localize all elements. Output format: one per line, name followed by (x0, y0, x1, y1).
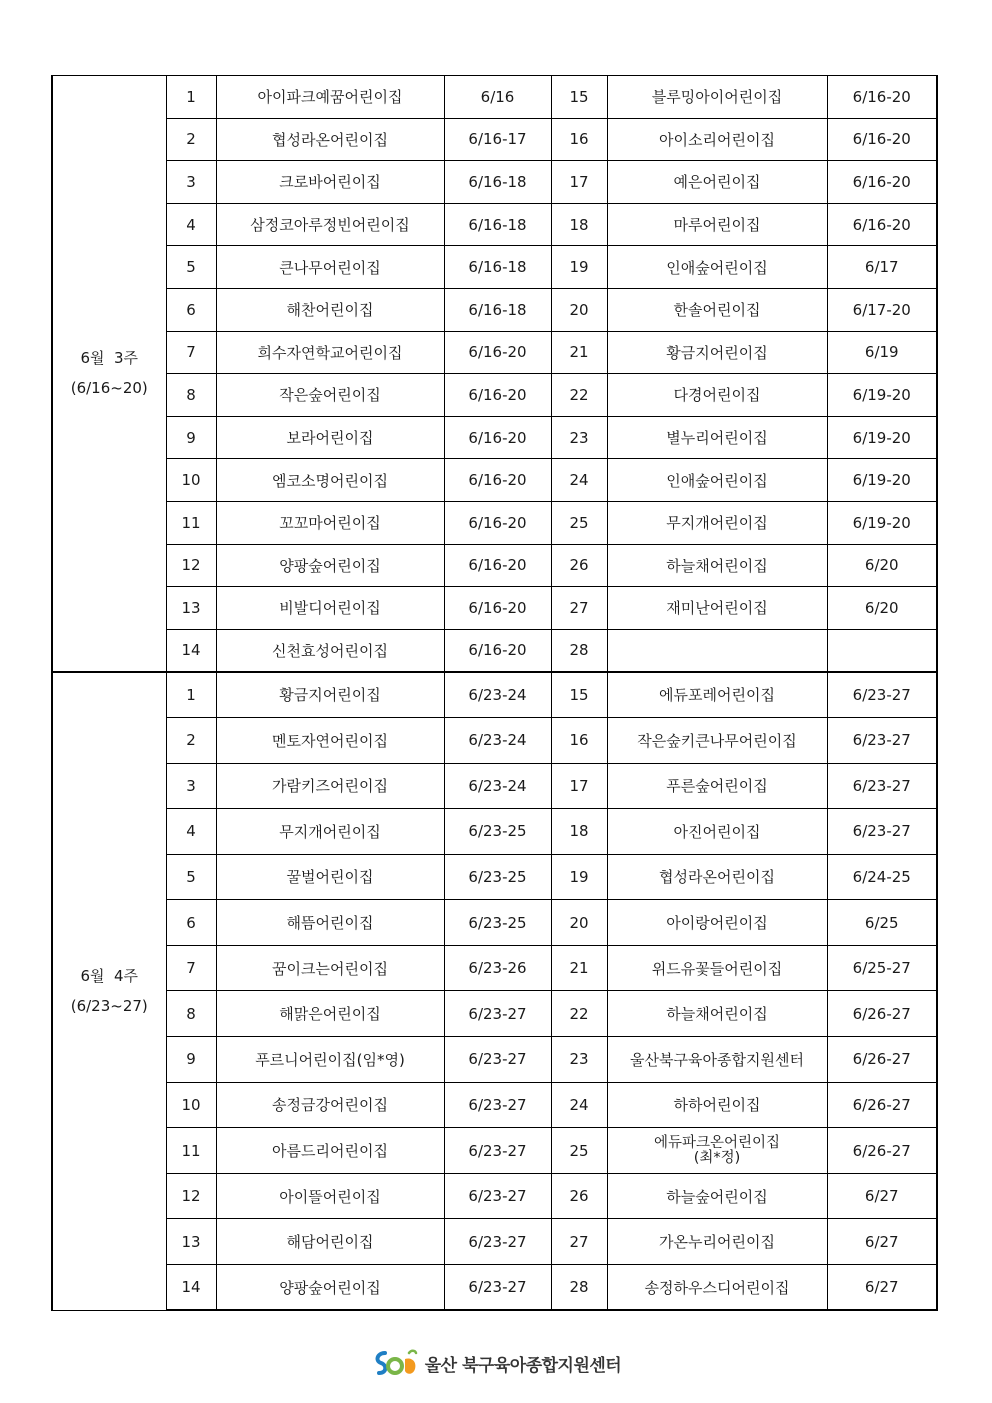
entry-number: 3 (166, 161, 216, 204)
facility-name: 가온누리어린이집 (607, 1219, 827, 1265)
entry-number: 20 (551, 288, 607, 331)
entry-number: 28 (551, 629, 607, 672)
visit-date: 6/27 (827, 1219, 937, 1265)
visit-date: 6/23-27 (444, 1265, 551, 1311)
entry-number: 22 (551, 991, 607, 1037)
schedule-table (51, 75, 938, 1311)
visit-date: 6/19-20 (827, 374, 937, 417)
entry-number: 14 (166, 629, 216, 672)
visit-date: 6/27 (827, 1173, 937, 1219)
entry-number: 1 (166, 76, 216, 119)
visit-date: 6/23-25 (444, 900, 551, 946)
table-row (52, 1219, 937, 1265)
visit-date: 6/16 (444, 76, 551, 119)
visit-date: 6/16-18 (444, 203, 551, 246)
entry-number: 16 (551, 717, 607, 763)
org-logo-icon (371, 1347, 419, 1379)
visit-date: 6/26-27 (827, 1128, 937, 1174)
entry-number: 13 (166, 1219, 216, 1265)
visit-date: 6/26-27 (827, 991, 937, 1037)
facility-name: 울산북구육아종합지원센터 (607, 1037, 827, 1083)
visit-date: 6/16-20 (444, 544, 551, 587)
entry-number: 5 (166, 246, 216, 289)
facility-name: 양팡숲어린이집 (216, 544, 444, 587)
facility-name: 가람키즈어린이집 (216, 763, 444, 809)
facility-name: 큰나무어린이집 (216, 246, 444, 289)
entry-number: 27 (551, 587, 607, 630)
table-row (52, 809, 937, 855)
entry-number: 28 (551, 1265, 607, 1311)
facility-name: 아이랑어린이집 (607, 900, 827, 946)
visit-date: 6/23-24 (444, 717, 551, 763)
table-row (52, 854, 937, 900)
facility-name: 무지개어린이집 (607, 501, 827, 544)
visit-date: 6/23-25 (444, 809, 551, 855)
facility-name: 해맑은어린이집 (216, 991, 444, 1037)
facility-name: 신천효성어린이집 (216, 629, 444, 672)
visit-date: 6/26-27 (827, 1082, 937, 1128)
table-row (52, 416, 937, 459)
table-row (52, 1265, 937, 1311)
table-row (52, 331, 937, 374)
week-range: (6/16~20) (70, 379, 148, 398)
week-range: (6/23~27) (70, 997, 148, 1016)
visit-date: 6/23-27 (827, 809, 937, 855)
visit-date: 6/17 (827, 246, 937, 289)
table-row (52, 945, 937, 991)
entry-number: 12 (166, 1173, 216, 1219)
entry-number: 27 (551, 1219, 607, 1265)
facility-name: 해담어린이집 (216, 1219, 444, 1265)
visit-date: 6/23-27 (444, 1037, 551, 1083)
facility-name: 크로바어린이집 (216, 161, 444, 204)
facility-name: 다경어린이집 (607, 374, 827, 417)
table-row (52, 1173, 937, 1219)
entry-number: 16 (551, 118, 607, 161)
entry-number: 21 (551, 945, 607, 991)
visit-date: 6/16-20 (827, 118, 937, 161)
entry-number: 17 (551, 763, 607, 809)
visit-date: 6/19 (827, 331, 937, 374)
facility-name: 아이파크예꿈어린이집 (216, 76, 444, 119)
table-row (52, 587, 937, 630)
entry-number: 10 (166, 459, 216, 502)
visit-date: 6/23-24 (444, 672, 551, 718)
facility-name: 하늘채어린이집 (607, 544, 827, 587)
facility-name: 별누리어린이집 (607, 416, 827, 459)
entry-number: 2 (166, 717, 216, 763)
table-row (52, 161, 937, 204)
entry-number: 12 (166, 544, 216, 587)
entry-number: 9 (166, 1037, 216, 1083)
entry-number: 24 (551, 1082, 607, 1128)
visit-date: 6/20 (827, 544, 937, 587)
entry-number: 8 (166, 991, 216, 1037)
facility-name: 하늘숲어린이집 (607, 1173, 827, 1219)
facility-name: 보라어린이집 (216, 416, 444, 459)
entry-number: 23 (551, 416, 607, 459)
week-title: 6월 3주 (80, 349, 139, 368)
entry-number: 21 (551, 331, 607, 374)
entry-number: 25 (551, 501, 607, 544)
facility-name: 작은숲키큰나무어린이집 (607, 717, 827, 763)
entry-number: 22 (551, 374, 607, 417)
facility-name: 양팡숲어린이집 (216, 1265, 444, 1311)
table-row (52, 763, 937, 809)
table-row (52, 374, 937, 417)
visit-date: 6/16-20 (444, 629, 551, 672)
visit-date: 6/23-26 (444, 945, 551, 991)
facility-name: 예은어린이집 (607, 161, 827, 204)
table-row (52, 459, 937, 502)
facility-name: 해뜸어린이집 (216, 900, 444, 946)
visit-date: 6/25 (827, 900, 937, 946)
entry-number: 6 (166, 288, 216, 331)
entry-number: 4 (166, 809, 216, 855)
visit-date: 6/16-18 (444, 246, 551, 289)
visit-date: 6/23-27 (827, 717, 937, 763)
visit-date: 6/23-27 (444, 1082, 551, 1128)
facility-name: 꿀벌어린이집 (216, 854, 444, 900)
visit-date: 6/20 (827, 587, 937, 630)
visit-date: 6/16-17 (444, 118, 551, 161)
table-row (52, 76, 937, 119)
facility-name: 에듀파크온어린이집 (최*정) (607, 1128, 827, 1174)
facility-name: 삼정코아루정빈어린이집 (216, 203, 444, 246)
visit-date: 6/23-27 (827, 672, 937, 718)
entry-number: 20 (551, 900, 607, 946)
table-row (52, 991, 937, 1037)
facility-name: 마루어린이집 (607, 203, 827, 246)
visit-date: 6/16-20 (444, 416, 551, 459)
table-row (52, 629, 937, 672)
visit-date: 6/23-27 (444, 991, 551, 1037)
facility-name: 블루밍아이어린이집 (607, 76, 827, 119)
entry-number: 23 (551, 1037, 607, 1083)
table-row (52, 544, 937, 587)
entry-number: 17 (551, 161, 607, 204)
facility-name: 한솔어린이집 (607, 288, 827, 331)
facility-name: 인애숲어린이집 (607, 459, 827, 502)
table-row (52, 118, 937, 161)
entry-number: 14 (166, 1265, 216, 1311)
facility-name: 아이소리어린이집 (607, 118, 827, 161)
visit-date (827, 629, 937, 672)
entry-number: 3 (166, 763, 216, 809)
visit-date: 6/23-27 (827, 763, 937, 809)
week-label (52, 76, 166, 672)
visit-date: 6/19-20 (827, 459, 937, 502)
facility-name: 하늘채어린이집 (607, 991, 827, 1037)
visit-date: 6/16-20 (827, 76, 937, 119)
week-title: 6월 4주 (80, 967, 139, 986)
facility-name: 작은숲어린이집 (216, 374, 444, 417)
visit-date: 6/23-25 (444, 854, 551, 900)
entry-number: 15 (551, 76, 607, 119)
facility-name: 비발디어린이집 (216, 587, 444, 630)
entry-number: 7 (166, 331, 216, 374)
table-row (52, 717, 937, 763)
visit-date: 6/23-27 (444, 1128, 551, 1174)
entry-number: 18 (551, 203, 607, 246)
entry-number: 18 (551, 809, 607, 855)
entry-number: 5 (166, 854, 216, 900)
visit-date: 6/25-27 (827, 945, 937, 991)
visit-date: 6/16-20 (444, 587, 551, 630)
visit-date: 6/19-20 (827, 501, 937, 544)
entry-number: 1 (166, 672, 216, 718)
visit-date: 6/26-27 (827, 1037, 937, 1083)
table-row (52, 1082, 937, 1128)
facility-name: 아이뜰어린이집 (216, 1173, 444, 1219)
table-row (52, 672, 937, 718)
table-row (52, 288, 937, 331)
entry-number: 10 (166, 1082, 216, 1128)
facility-name: 송정금강어린이집 (216, 1082, 444, 1128)
facility-name: 꿈이크는어린이집 (216, 945, 444, 991)
facility-name: 황금지어린이집 (607, 331, 827, 374)
facility-name: 희수자연학교어린이집 (216, 331, 444, 374)
facility-name: 협성라온어린이집 (216, 118, 444, 161)
entry-number: 15 (551, 672, 607, 718)
facility-name: 황금지어린이집 (216, 672, 444, 718)
org-name: 울산 북구육아종합지원센터 (424, 1355, 622, 1376)
facility-name: 위드유꽃들어린이집 (607, 945, 827, 991)
table-row (52, 501, 937, 544)
facility-name: 아진어린이집 (607, 809, 827, 855)
entry-number: 19 (551, 246, 607, 289)
entry-number: 26 (551, 1173, 607, 1219)
facility-name: 멘토자연어린이집 (216, 717, 444, 763)
facility-name: 에듀포레어린이집 (607, 672, 827, 718)
facility-name: 푸르니어린이집(임*영) (216, 1037, 444, 1083)
facility-name: 협성라온어린이집 (607, 854, 827, 900)
table-row (52, 900, 937, 946)
week-label (52, 672, 166, 1310)
visit-date: 6/16-20 (444, 331, 551, 374)
facility-name: 무지개어린이집 (216, 809, 444, 855)
facility-name: 엠코소명어린이집 (216, 459, 444, 502)
entry-number: 4 (166, 203, 216, 246)
visit-date: 6/27 (827, 1265, 937, 1311)
table-row (52, 1128, 937, 1174)
visit-date: 6/17-20 (827, 288, 937, 331)
visit-date: 6/24-25 (827, 854, 937, 900)
visit-date: 6/16-20 (444, 374, 551, 417)
entry-number: 2 (166, 118, 216, 161)
visit-date: 6/16-18 (444, 288, 551, 331)
footer (0, 1346, 992, 1380)
facility-name: 재미난어린이집 (607, 587, 827, 630)
visit-date: 6/23-27 (444, 1219, 551, 1265)
visit-date: 6/23-27 (444, 1173, 551, 1219)
facility-name: 해찬어린이집 (216, 288, 444, 331)
table-row (52, 246, 937, 289)
visit-date: 6/16-20 (444, 459, 551, 502)
entry-number: 24 (551, 459, 607, 502)
entry-number: 26 (551, 544, 607, 587)
entry-number: 6 (166, 900, 216, 946)
visit-date: 6/16-20 (827, 161, 937, 204)
visit-date: 6/23-24 (444, 763, 551, 809)
facility-name (607, 629, 827, 672)
entry-number: 13 (166, 587, 216, 630)
facility-name: 푸른숲어린이집 (607, 763, 827, 809)
facility-name: 인애숲어린이집 (607, 246, 827, 289)
visit-date: 6/16-18 (444, 161, 551, 204)
facility-name: 송정하우스디어린이집 (607, 1265, 827, 1311)
facility-name: 꼬꼬마어린이집 (216, 501, 444, 544)
entry-number: 9 (166, 416, 216, 459)
entry-number: 11 (166, 1128, 216, 1174)
visit-date: 6/16-20 (827, 203, 937, 246)
table-row (52, 1037, 937, 1083)
entry-number: 19 (551, 854, 607, 900)
entry-number: 11 (166, 501, 216, 544)
table-row (52, 203, 937, 246)
facility-name: 아름드리어린이집 (216, 1128, 444, 1174)
visit-date: 6/16-20 (444, 501, 551, 544)
entry-number: 25 (551, 1128, 607, 1174)
visit-date: 6/19-20 (827, 416, 937, 459)
entry-number: 8 (166, 374, 216, 417)
entry-number: 7 (166, 945, 216, 991)
facility-name: 하하어린이집 (607, 1082, 827, 1128)
